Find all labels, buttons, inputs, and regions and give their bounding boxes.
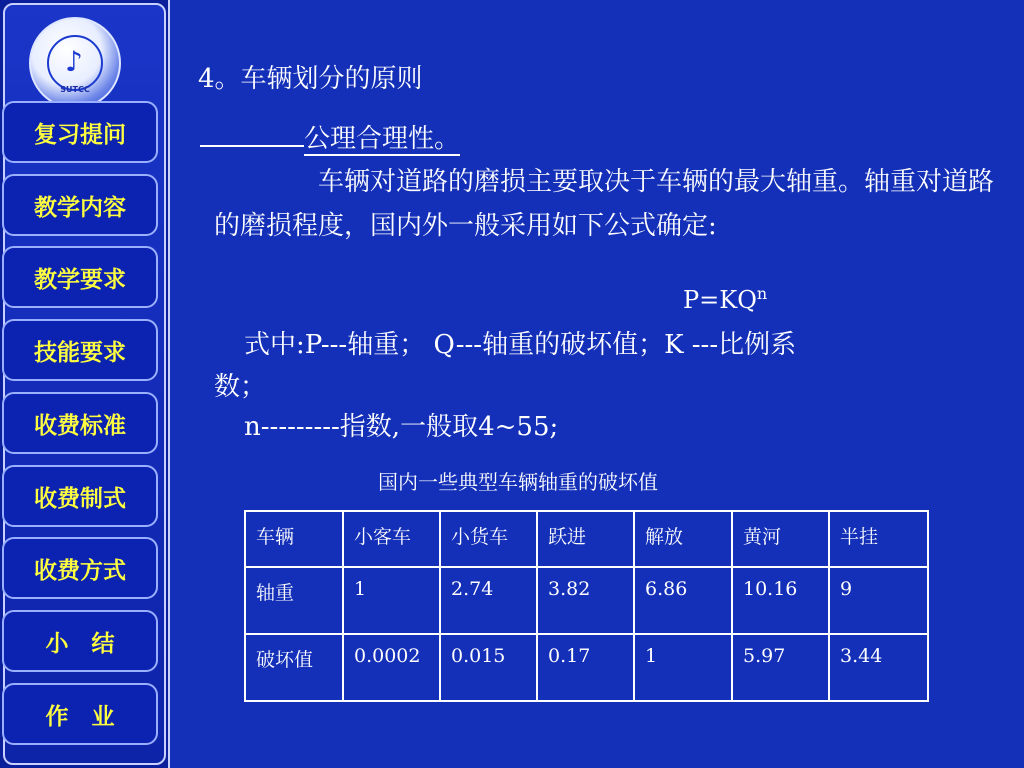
formula: $P=KQ^n$ [683,284,768,314]
body-paragraph: 车辆对道路的磨损主要取决于车辆的最大轴重。轴重对道路的磨损程度，国内外一般采用如下公式确定: [214,167,995,241]
definition-line-3: n---------指数,一般取4~55; [244,412,559,442]
table-cell: 0.17 [537,634,634,701]
nav-item-review[interactable]: 复习提问 [2,101,158,163]
table-cell: 黄河 [732,511,829,567]
table-cell: 小货车 [440,511,537,567]
school-emblem-icon: ♪ SUTCC [29,17,121,109]
table-cell: 3.82 [537,567,634,634]
axle-damage-table [244,510,929,702]
nav-item-fee-standards[interactable]: 收费标准 [2,392,158,454]
nav-item-summary[interactable]: 小 结 [2,610,158,672]
table-cell: 9 [829,567,928,634]
table-row [245,511,928,567]
table-cell: 解放 [634,511,732,567]
table-cell: 0.015 [440,634,537,701]
table-cell: 1 [634,634,732,701]
table-cell: 10.16 [732,567,829,634]
table-cell: 6.86 [634,567,732,634]
definition-line-1: 式中:P---轴重； Q---轴重的破坏值；K ---比例系 [244,330,797,360]
nav-item-fee-system[interactable]: 收费制式 [2,465,158,527]
definition-line-2: 数； [214,372,267,402]
section-heading: 4。车辆划分的原则 [198,64,423,94]
table-cell: 跃进 [537,511,634,567]
table-row [245,567,928,634]
table-cell: 1 [343,567,440,634]
logo-text: SUTCC [60,85,90,94]
table-cell: 0.0002 [343,634,440,701]
table-cell: 5.97 [732,634,829,701]
nav-item-teaching-requirements[interactable]: 教学要求 [2,246,158,308]
table-cell: 半挂 [829,511,928,567]
table-row [245,634,928,701]
table-cell: 3.44 [829,634,928,701]
nav-item-fee-methods[interactable]: 收费方式 [2,537,158,599]
table-cell: 2.74 [440,567,537,634]
principle-text: 公理合理性。 [304,124,461,154]
table-caption: 国内一些典型车辆轴重的破坏值 [378,470,658,494]
nav-item-homework[interactable]: 作 业 [2,683,158,745]
table-cell: 轴重 [245,567,343,634]
nav-item-skill-requirements[interactable]: 技能要求 [2,319,158,381]
table-cell: 小客车 [343,511,440,567]
table-cell: 车辆 [245,511,343,567]
formula-exponent: n [756,284,768,303]
principle-line [200,118,460,155]
nav-item-teaching-content[interactable]: 教学内容 [2,174,158,236]
table-cell: 破坏值 [245,634,343,701]
